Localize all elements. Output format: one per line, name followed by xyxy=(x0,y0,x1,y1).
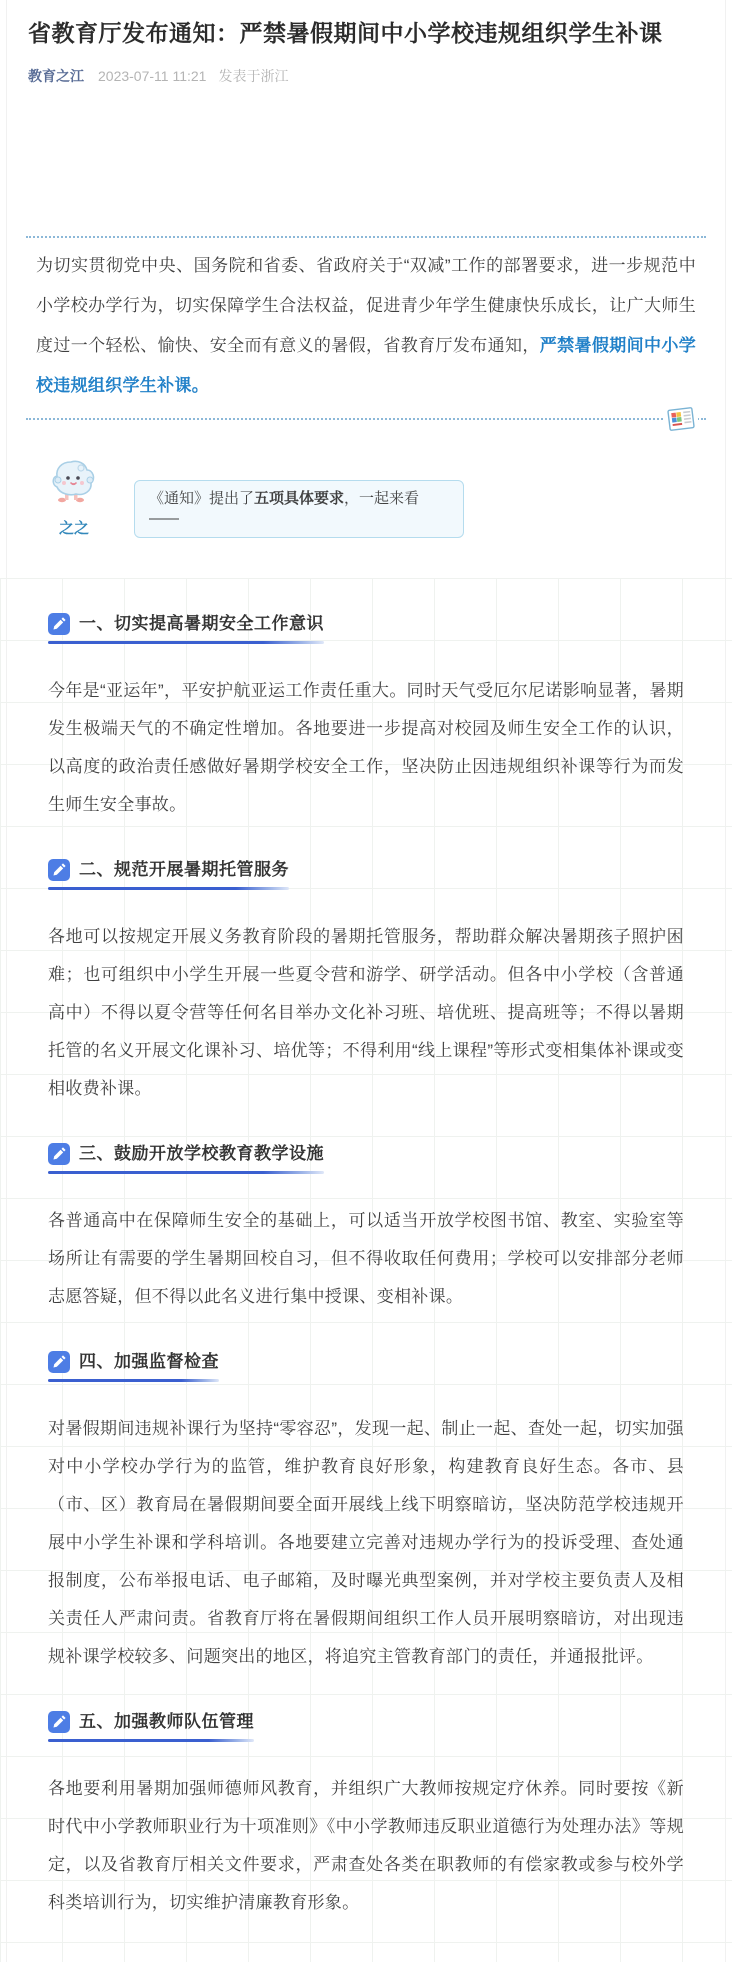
heading-underline xyxy=(48,887,289,890)
mascot xyxy=(42,456,106,538)
intro-highlight-text: 严禁暑假期间中小学校违规组织学生补课。 xyxy=(36,336,696,395)
pencil-icon xyxy=(48,613,70,635)
article-body xyxy=(0,578,732,1962)
intro-quote-box xyxy=(26,236,706,420)
pencil-icon xyxy=(48,859,70,881)
account-link[interactable]: 教育之江 xyxy=(28,68,84,84)
section-1 xyxy=(48,612,684,824)
section-paragraph: 各地要利用暑期加强师德师风教育，并组织广大教师按规定疗休养。同时要按《新时代中小学教师职业行为十项准则》《中小学教师违反职业道德行为处理办法》等规定，以及省教育厅相关文件要求，严肃查处各类在职教师的有偿家教或参与校外学科类培训行为，切实维护清廉教育形象。 xyxy=(48,1779,684,1912)
pencil-icon xyxy=(48,1711,70,1733)
byline xyxy=(28,66,704,86)
pencil-icon xyxy=(48,1351,70,1373)
article-title: 省教育厅发布通知：严禁暑假期间中小学校违规组织学生补课 xyxy=(28,20,663,46)
cloud-mascot-icon xyxy=(48,456,100,513)
section-heading: 一、切实提高暑期安全工作意识 xyxy=(79,614,324,633)
mascot-dialogue xyxy=(42,456,732,538)
heading-underline xyxy=(48,641,324,644)
mascot-name: 之之 xyxy=(58,520,89,537)
heading-underline xyxy=(48,1171,324,1174)
section-heading: 二、规范开展暑期托管服务 xyxy=(79,860,289,879)
section-3 xyxy=(48,1142,684,1316)
section-heading: 三、鼓励开放学校教育教学设施 xyxy=(79,1144,324,1163)
section-heading: 五、加强教师队伍管理 xyxy=(79,1712,254,1731)
publish-timestamp: 2023-07-11 11:21 xyxy=(98,68,207,84)
section-4 xyxy=(48,1350,684,1676)
speech-bubble xyxy=(134,480,464,538)
section-paragraph: 各地可以按规定开展义务教育阶段的暑期托管服务，帮助群众解决暑期孩子照护困难；也可组织中小学生开展一些夏令营和游学、研学活动。但各中小学校（含普通高中）不得以夏令营等任何名目举办文化补习班、培优班、提高班等；不得以暑期托管的名义开展文化课补习、培优等；不得利用“线上课程”等形式变相集体补课或变相收费补课。 xyxy=(48,927,684,1098)
bubble-text-suffix: ，一起来看—— xyxy=(149,490,420,527)
intro-paragraph xyxy=(36,246,696,406)
bubble-text-bold: 五项具体要求 xyxy=(254,490,345,507)
intro-text: 为切实贯彻党中央、国务院和省委、省政府关于“双减”工作的部署要求，进一步规范中小学校办学行为，切实保障学生合法权益，促进青少年学生健康快乐成长，让广大师生度过一个轻松、愉快、安全而有意义的暑假，省教育厅发布通知， xyxy=(36,256,696,355)
section-paragraph: 各普通高中在保障师生安全的基础上，可以适当开放学校图书馆、教室、实验室等场所让有需要的学生暑期回校自习，但不得收取任何费用；学校可以安排部分老师志愿答疑，但不得以此名义进行集中授课、变相补课。 xyxy=(48,1211,684,1306)
pencil-icon xyxy=(48,1143,70,1165)
heading-underline xyxy=(48,1739,254,1742)
section-2 xyxy=(48,858,684,1108)
heading-underline xyxy=(48,1379,219,1382)
section-paragraph: 今年是“亚运年”，平安护航亚运工作责任重大。同时天气受厄尔尼诺影响显著，暑期发生极端天气的不确定性增加。各地要进一步提高对校园及师生安全工作的认识，以高度的政治责任感做好暑期学校安全工作，坚决防止因违规组织补课等行为而发生师生安全事故。 xyxy=(48,681,684,814)
section-5 xyxy=(48,1710,684,1922)
section-paragraph: 对暑假期间违规补课行为坚持“零容忍”，发现一起、制止一起、查处一起，切实加强对中小学校办学行为的监管，维护教育良好形象，构建教育良好生态。各市、县（市、区）教育局在暑假期间要全面开展线上线下明察暗访，坚决防范学校违规开展中小学生补课和学科培训。各地要建立完善对违规办学行为的投诉受理、查处通报制度，公布举报电话、电子邮箱，及时曝光典型案例，并对学校主要负责人及相关责任人严肃问责。省教育厅将在暑假期间组织工作人员开展明察暗访，对出现违规补课学校较多、问题突出的地区，将追究主管教育部门的责任，并通报批评。 xyxy=(48,1419,684,1666)
bubble-text-prefix: 《通知》提出了 xyxy=(149,490,255,507)
newspaper-icon xyxy=(664,404,698,434)
section-heading: 四、加强监督检查 xyxy=(79,1352,219,1371)
publish-location: 发表于浙江 xyxy=(218,68,289,84)
